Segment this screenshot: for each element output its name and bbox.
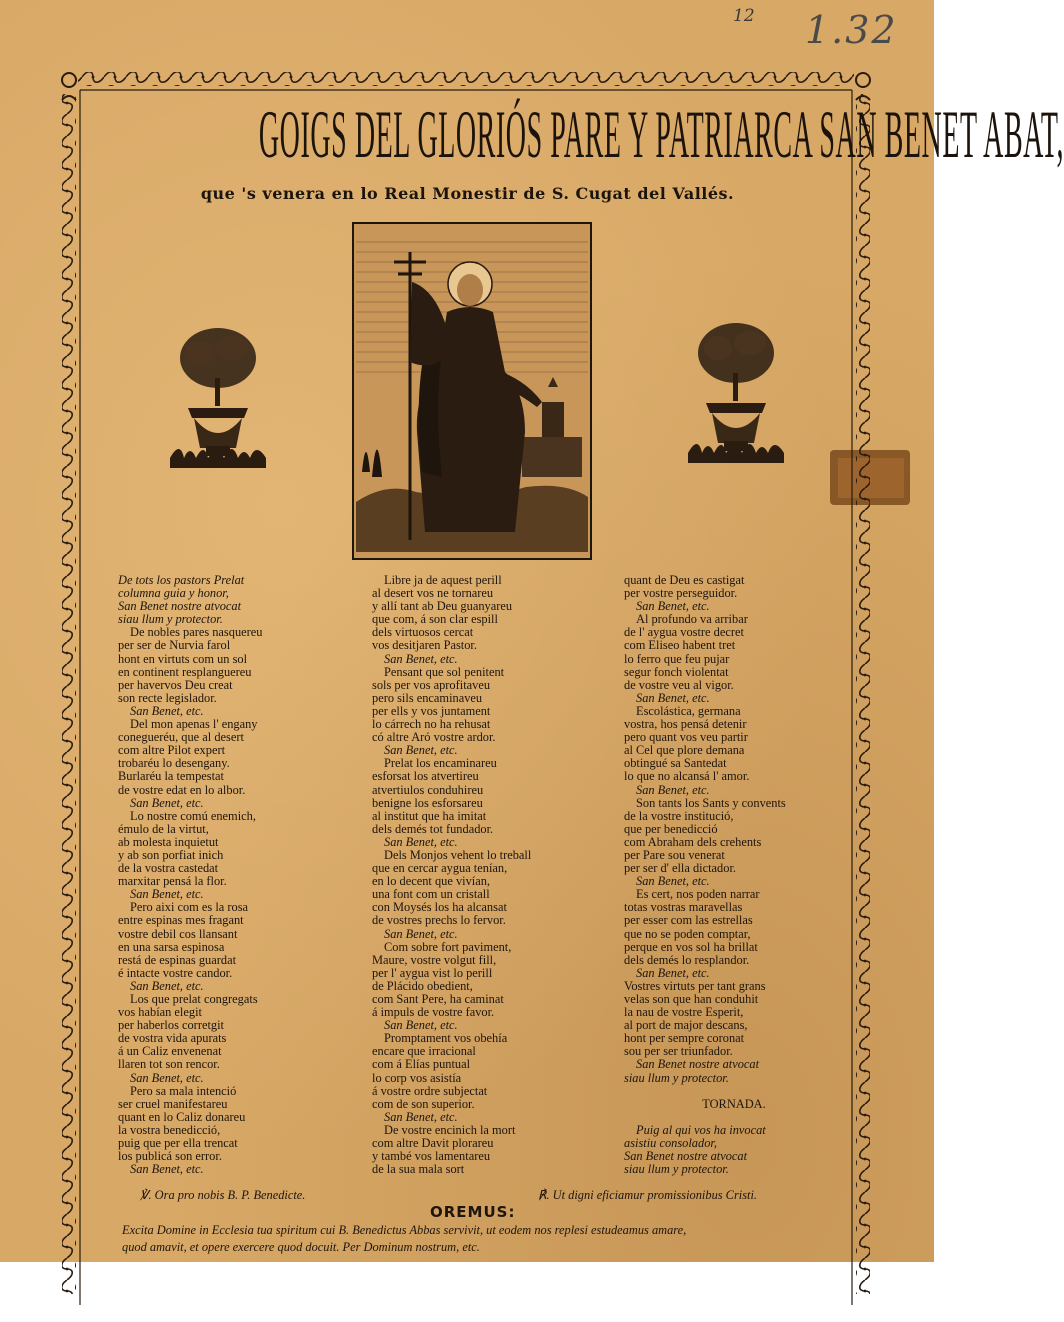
archive-mark-number: 1.32 — [805, 8, 898, 52]
verse-line: segur fonch violentat — [624, 664, 729, 679]
verse-line: San Benet, etc. — [384, 1109, 458, 1124]
verse-line: que en cercar aygua tenían, — [372, 861, 508, 876]
verse-line: Promptament vos obehía — [384, 1031, 508, 1046]
verse-line: ab molesta inquietut — [118, 834, 219, 849]
verse-line: San Benet, etc. — [384, 834, 458, 849]
verse-line: atvertiulos conduhireu — [372, 782, 484, 797]
verse-line: á vostre ordre subjectat — [372, 1083, 488, 1098]
verse-line: quant de Deu es castigat — [624, 573, 745, 587]
verse-line: com altre Pilot expert — [118, 743, 226, 758]
verse-line: per ells y vos juntament — [372, 703, 491, 718]
prayer-line: Excita Domine in Ecclesia tua spiritum cui B. Benedictus Abbas servivit, ut eodem nos replesi estudeamus amare, — [122, 1223, 687, 1237]
archive-mark-small: 12 — [733, 6, 755, 26]
verse-line: y ab son porfiat inich — [118, 847, 224, 862]
verse-line: Prelat los encaminareu — [384, 756, 497, 771]
verse-line: San Benet, etc. — [130, 1162, 204, 1177]
verse-line: siau llum y protector. — [624, 1070, 729, 1085]
verse-line: marxitar pensá la flor. — [118, 874, 227, 889]
verse-line: San Benet, etc. — [636, 782, 710, 797]
verse-line: San Benet, etc. — [384, 743, 458, 758]
verse-line: perque en vos sol ha brillat — [624, 939, 758, 954]
response: ℟. Ut digni eficiamur promissionibus Cristi. — [538, 1188, 758, 1202]
verse-line: dels virtuosos cercat — [372, 625, 474, 640]
verse-line: Vostres virtuts per tant grans — [624, 978, 766, 993]
verse-line: San Benet, etc. — [636, 874, 710, 889]
verse-line: Dels Monjos vehent lo treball — [384, 847, 532, 862]
page-title — [258, 96, 1064, 172]
page-title-text: GOIGS DEL GLORIÓS PARE Y PATRIARCA SAN BENET ABAT, — [258, 96, 1064, 172]
verse-line: una font com un cristall — [372, 887, 490, 902]
verse-line: conegueréu, que al desert — [118, 730, 244, 745]
verse-line: émulo de la virtut, — [118, 821, 209, 836]
verse-line: per ser de Nurvia farol — [118, 638, 231, 653]
verse-line: pero quant vos veu partir — [624, 730, 748, 745]
verse-line: sou per ser triunfador. — [624, 1044, 733, 1059]
verse-line: los publicá son error. — [118, 1149, 222, 1164]
verse-line: Maure, vostre volgut fill, — [372, 952, 497, 967]
verse-line: per ser d' ella dictador. — [624, 861, 736, 876]
verse-line: á impuls de vostre favor. — [372, 1005, 495, 1020]
verse-line: sols per vos aprofitaveu — [372, 677, 491, 692]
verse-line: có altre Aró vostre ardor. — [372, 730, 496, 745]
verse-line: San Benet, etc. — [130, 703, 204, 718]
verse-line: en una sarsa espinosa — [118, 939, 225, 954]
versicle: ℣. Ora pro nobis B. P. Benedicte. — [140, 1188, 306, 1202]
verse-column-1 — [118, 574, 353, 1176]
verse-line: que per benedicció — [624, 821, 718, 836]
verse-line: encare que irracional — [372, 1044, 476, 1059]
verse-line: de vostre edat en lo albor. — [118, 782, 246, 797]
verse-line: ser cruel manifestareu — [118, 1096, 228, 1111]
verse-line: de la vostre institució, — [624, 808, 734, 823]
verse-line: hont en virtuts com un sol — [118, 651, 248, 666]
verse-line: com Sant Pere, ha caminat — [372, 992, 504, 1006]
verse-line: Escolástica, germana — [636, 703, 741, 718]
verse-line: San Benet nostre atvocat — [118, 599, 242, 614]
verse-line: San Benet, etc. — [130, 1070, 204, 1085]
verse-column-2 — [372, 574, 612, 1176]
verse-line: per Pare sou venerat — [624, 847, 725, 862]
verse-line: Puig al qui vos ha invocat — [636, 1122, 766, 1137]
verse-line: vostre debil cos llansant — [118, 926, 238, 941]
verse-line: son recte legislador. — [118, 690, 217, 705]
verse-line: lo que no alcansá l' amor. — [624, 769, 750, 784]
verse-line: y allí tant ab Deu guanyareu — [372, 599, 513, 614]
verse-line: Los que prelat congregats — [130, 992, 258, 1006]
verse-line: totas vostras maravellas — [624, 900, 743, 915]
verse-line: Libre ja de aquest perill — [384, 573, 502, 587]
verse-line: siau llum y protector. — [118, 612, 223, 627]
verse-line: lo cárrech no ha rehusat — [372, 717, 491, 732]
verse-line: con Moysés los ha alcansat — [372, 900, 507, 915]
verse-line: com Eliseo habent tret — [624, 638, 736, 653]
verse-line: Es cert, nos poden narrar — [636, 887, 760, 902]
verse-line: vos habían elegit — [118, 1005, 202, 1020]
verse-line: com altre Davit plorareu — [372, 1136, 494, 1151]
verse-line: de la sua mala sort — [372, 1162, 465, 1177]
verse-line: puig que per ella trencat — [118, 1136, 238, 1151]
verse-line: á un Caliz envenenat — [118, 1044, 222, 1059]
verse-line: vos desitjaren Pastor. — [372, 638, 477, 653]
verse-line: Son tants los Sants y convents — [636, 795, 786, 810]
verse-line: asistiu consolador, — [624, 1136, 717, 1151]
verse-line: benigne los esforsareu — [372, 795, 483, 810]
verse-line: San Benet nostre atvocat — [636, 1057, 760, 1072]
verse-line: llaren tot son rencor. — [118, 1057, 220, 1072]
verse-line: Com sobre fort paviment, — [384, 939, 512, 954]
verse-line: per havervos Deu creat — [118, 677, 233, 692]
urn-tree-left-illustration — [170, 318, 266, 478]
verse-line: San Benet, etc. — [636, 965, 710, 980]
verse-line: com Abraham dels crehents — [624, 834, 762, 849]
verse-line: San Benet, etc. — [636, 599, 710, 614]
verse-line: San Benet nostre atvocat — [624, 1149, 748, 1164]
prayer-line: quod amavit, et opere exercere quod docuit. Per Dominum nostrum, etc. — [122, 1240, 480, 1254]
verse-line: Del mon apenas l' engany — [130, 717, 258, 732]
verse-line: trobaréu lo desengany. — [118, 756, 230, 771]
verse-column-3 — [624, 574, 844, 1176]
saint-benedict-engraving — [352, 222, 592, 560]
verse-line: al institut que ha imitat — [372, 808, 487, 823]
verse-line: siau llum y protector. — [624, 1162, 729, 1177]
verse-line: Pero sa mala intenció — [130, 1083, 237, 1098]
verse-line: en lo decent que vivían, — [372, 874, 491, 889]
closing-prayer — [122, 1222, 837, 1256]
verse-line: de Plácido obedient, — [372, 978, 473, 993]
verse-line: obtingué sa Santedat — [624, 756, 727, 771]
verse-line: Pero aixi com es la rosa — [130, 900, 249, 915]
page-subtitle: que 's venera en lo Real Monestir de S. Cugat del Vallés. — [200, 184, 735, 203]
verse-line: la nau de vostre Esperit, — [624, 1005, 744, 1020]
verse-line: San Benet, etc. — [130, 978, 204, 993]
verse-line: que no se poden comptar, — [624, 926, 751, 941]
verse-line: que com, á son clar espill — [372, 612, 498, 627]
verse-line: De nobles pares nasquereu — [130, 625, 263, 640]
verse-line: lo corp vos asistía — [372, 1070, 462, 1085]
verse-line: De tots los pastors Prelat — [118, 573, 245, 587]
verse-line: de vostra vida apurats — [118, 1031, 227, 1046]
verse-line: San Benet, etc. — [384, 651, 458, 666]
verse-line: De vostre encinich la mort — [384, 1122, 516, 1137]
verse-line: Pensant que sol penitent — [384, 664, 505, 679]
verse-line: restá de espinas guardat — [118, 952, 237, 967]
verse-line: de l' aygua vostre decret — [624, 625, 744, 640]
verse-line: vostra, hos pensá detenir — [624, 717, 747, 732]
verse-line: de la vostra castedat — [118, 861, 219, 876]
verse-line: San Benet, etc. — [130, 795, 204, 810]
verse-line: TORNADA. — [702, 1096, 766, 1111]
verse-line: Al profundo va arribar — [636, 612, 748, 627]
verse-line: San Benet, etc. — [384, 1018, 458, 1033]
verse-line: de vostres prechs lo fervor. — [372, 913, 506, 928]
verse-line — [624, 1085, 844, 1098]
verse-line: com de son superior. — [372, 1096, 475, 1111]
verse-line: al Cel que plore demana — [624, 743, 745, 758]
oremus-heading: OREMUS: — [430, 1203, 516, 1221]
verse-line: per l' aygua vist lo perill — [372, 965, 493, 980]
verse-line: pero sils encaminaveu — [372, 690, 483, 705]
verse-line: en continent resplanguereu — [118, 664, 252, 679]
verse-line: San Benet, etc. — [130, 887, 204, 902]
verse-line: per vostre perseguidor. — [624, 586, 738, 601]
verse-line: al desert vos ne tornareu — [372, 586, 494, 601]
verse-line: velas son que han conduhit — [624, 992, 759, 1006]
urn-tree-right-illustration — [688, 312, 784, 474]
verse-line: hont per sempre coronat — [624, 1031, 745, 1046]
verse-line: y també vos lamentareu — [372, 1149, 491, 1164]
verse-line: San Benet, etc. — [636, 690, 710, 705]
verse-line: dels demés tot fundador. — [372, 821, 494, 836]
verse-line: entre espinas mes fragant — [118, 913, 244, 928]
verse-line: Burlaréu la tempestat — [118, 769, 224, 784]
verse-line: lo ferro que feu pujar — [624, 651, 730, 666]
verse-line: é intacte vostre candor. — [118, 965, 233, 980]
verse-line: quant en lo Caliz donareu — [118, 1109, 246, 1124]
verse-line: al port de major descans, — [624, 1018, 748, 1033]
verse-line: per esser com las estrellas — [624, 913, 753, 928]
verse-line: dels demés lo resplandor. — [624, 952, 750, 967]
verse-line: per haberlos corretgit — [118, 1018, 224, 1033]
verse-line: de vostre veu al vigor. — [624, 677, 734, 692]
verse-line: la vostra benedicció, — [118, 1122, 221, 1137]
verse-line — [624, 1111, 844, 1124]
verse-line: com á Elías puntual — [372, 1057, 471, 1072]
verse-line: esforsat los atvertireu — [372, 769, 479, 784]
verse-line: Lo nostre comú enemich, — [130, 808, 256, 823]
verse-line: San Benet, etc. — [384, 926, 458, 941]
verse-line: columna guia y honor, — [118, 586, 229, 601]
